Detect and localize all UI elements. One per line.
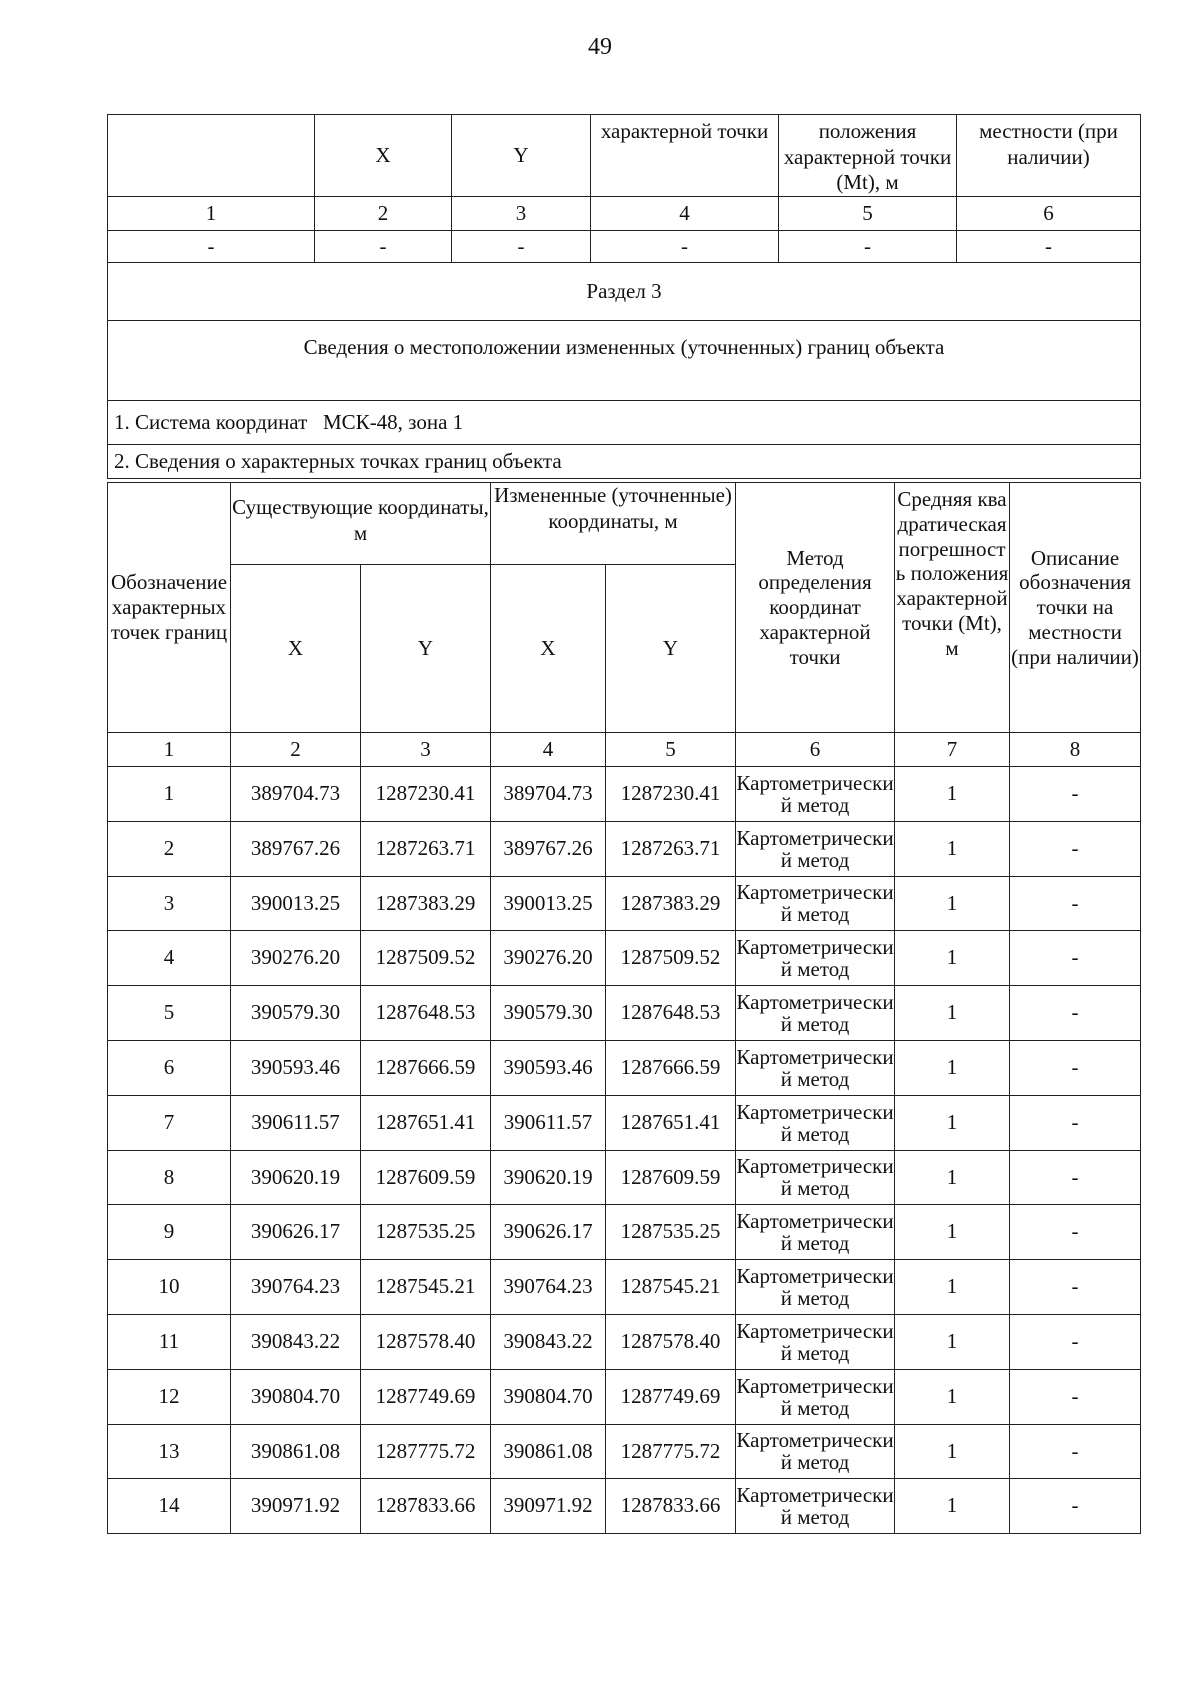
- changed-x: 390626.17: [491, 1205, 606, 1260]
- dash-cell: -: [779, 231, 957, 263]
- header-mt: Средняя квадратическая погрешность положения характерной точки (Mt), м: [895, 483, 1010, 733]
- changed-y: 1287545.21: [606, 1260, 736, 1315]
- section-title-row: [108, 321, 1141, 401]
- changed-y: 1287648.53: [606, 986, 736, 1041]
- section-row: [108, 263, 1141, 321]
- existing-y: 1287775.72: [361, 1424, 491, 1479]
- column-number: 2: [231, 733, 361, 767]
- existing-x: 390013.25: [231, 876, 361, 931]
- existing-x: 390861.08: [231, 1424, 361, 1479]
- description: -: [1010, 767, 1141, 822]
- existing-y: 1287578.40: [361, 1314, 491, 1369]
- mt-value: 1: [895, 1150, 1010, 1205]
- mt-value: 1: [895, 1205, 1010, 1260]
- changed-y: 1287651.41: [606, 1095, 736, 1150]
- method: Картометрический метод: [736, 1205, 895, 1260]
- points-heading-row: [108, 445, 1141, 479]
- header-cell-mt: положения характерной точки (Mt), м: [779, 115, 957, 197]
- coordinate-system-row: [108, 401, 1141, 445]
- header-cell: [108, 115, 315, 197]
- subheader-x: X: [491, 565, 606, 733]
- table-row: [108, 1479, 1141, 1534]
- point-number: 3: [108, 876, 231, 931]
- top-table-header-row: [108, 115, 1141, 197]
- point-number: 6: [108, 1040, 231, 1095]
- changed-y: 1287578.40: [606, 1314, 736, 1369]
- changed-x: 389704.73: [491, 767, 606, 822]
- point-number: 1: [108, 767, 231, 822]
- method: Картометрический метод: [736, 1150, 895, 1205]
- table-row: [108, 986, 1141, 1041]
- points-table: [107, 482, 1141, 1534]
- changed-x: 390804.70: [491, 1369, 606, 1424]
- header-existing-coordinates: Существующие координаты, м: [231, 483, 491, 565]
- method: Картометрический метод: [736, 1260, 895, 1315]
- point-number: 7: [108, 1095, 231, 1150]
- table-row: [108, 931, 1141, 986]
- header-description: Описание обозначения точки на местности (при наличии): [1010, 483, 1141, 733]
- existing-y: 1287383.29: [361, 876, 491, 931]
- changed-x: 390861.08: [491, 1424, 606, 1479]
- description: -: [1010, 1260, 1141, 1315]
- column-number: 7: [895, 733, 1010, 767]
- description: -: [1010, 986, 1141, 1041]
- description: -: [1010, 1095, 1141, 1150]
- changed-x: 390276.20: [491, 931, 606, 986]
- column-number: 5: [606, 733, 736, 767]
- mt-value: 1: [895, 1095, 1010, 1150]
- dash-cell: -: [591, 231, 779, 263]
- changed-x: 390593.46: [491, 1040, 606, 1095]
- description: -: [1010, 1150, 1141, 1205]
- description: -: [1010, 821, 1141, 876]
- table-row: [108, 1260, 1141, 1315]
- mt-value: 1: [895, 1424, 1010, 1479]
- existing-x: 389704.73: [231, 767, 361, 822]
- column-number: 8: [1010, 733, 1141, 767]
- mt-value: 1: [895, 1314, 1010, 1369]
- column-number: 3: [361, 733, 491, 767]
- existing-y: 1287651.41: [361, 1095, 491, 1150]
- existing-x: 390971.92: [231, 1479, 361, 1534]
- method: Картометрический метод: [736, 821, 895, 876]
- method: Картометрический метод: [736, 767, 895, 822]
- column-number: 4: [491, 733, 606, 767]
- description: -: [1010, 876, 1141, 931]
- changed-x: 390611.57: [491, 1095, 606, 1150]
- mt-value: 1: [895, 821, 1010, 876]
- points-heading: 2. Сведения о характерных точках границ объекта: [108, 445, 1141, 479]
- column-number: 6: [736, 733, 895, 767]
- method: Картометрический метод: [736, 1479, 895, 1534]
- point-number: 11: [108, 1314, 231, 1369]
- subheader-y: Y: [606, 565, 736, 733]
- mt-value: 1: [895, 1260, 1010, 1315]
- mt-value: 1: [895, 876, 1010, 931]
- description: -: [1010, 1424, 1141, 1479]
- existing-x: 390593.46: [231, 1040, 361, 1095]
- method: Картометрический метод: [736, 931, 895, 986]
- mt-value: 1: [895, 986, 1010, 1041]
- top-table-number-row: [108, 197, 1141, 231]
- dash-cell: -: [452, 231, 591, 263]
- method: Картометрический метод: [736, 1314, 895, 1369]
- column-number: 2: [315, 197, 452, 231]
- section-heading: Раздел 3: [108, 263, 1141, 321]
- header-changed-coordinates: Измененные (уточненные) координаты, м: [491, 483, 736, 565]
- mt-value: 1: [895, 931, 1010, 986]
- changed-y: 1287509.52: [606, 931, 736, 986]
- existing-y: 1287609.59: [361, 1150, 491, 1205]
- existing-x: 389767.26: [231, 821, 361, 876]
- header-cell-desc: местности (при наличии): [957, 115, 1141, 197]
- existing-x: 390843.22: [231, 1314, 361, 1369]
- header-cell-y: Y: [452, 115, 591, 197]
- method: Картометрический метод: [736, 876, 895, 931]
- existing-x: 390764.23: [231, 1260, 361, 1315]
- changed-y: 1287263.71: [606, 821, 736, 876]
- changed-x: 390764.23: [491, 1260, 606, 1315]
- points-table-number-row: [108, 733, 1141, 767]
- description: -: [1010, 1479, 1141, 1534]
- header-designation: Обозначение характерных точек границ: [108, 483, 231, 733]
- point-number: 5: [108, 986, 231, 1041]
- table-row: [108, 1205, 1141, 1260]
- method: Картометрический метод: [736, 1040, 895, 1095]
- existing-x: 390276.20: [231, 931, 361, 986]
- description: -: [1010, 1205, 1141, 1260]
- existing-x: 390620.19: [231, 1150, 361, 1205]
- column-number: 5: [779, 197, 957, 231]
- changed-y: 1287383.29: [606, 876, 736, 931]
- page-number: 49: [588, 34, 612, 60]
- top-table: [107, 114, 1141, 479]
- points-table-header-row: [108, 483, 1141, 565]
- column-number: 6: [957, 197, 1141, 231]
- point-number: 13: [108, 1424, 231, 1479]
- header-cell-method: характерной точки: [591, 115, 779, 197]
- table-row: [108, 821, 1141, 876]
- existing-x: 390611.57: [231, 1095, 361, 1150]
- column-number: 3: [452, 197, 591, 231]
- changed-x: 389767.26: [491, 821, 606, 876]
- mt-value: 1: [895, 1040, 1010, 1095]
- changed-x: 390579.30: [491, 986, 606, 1041]
- changed-y: 1287666.59: [606, 1040, 736, 1095]
- table-row: [108, 1095, 1141, 1150]
- point-number: 8: [108, 1150, 231, 1205]
- description: -: [1010, 931, 1141, 986]
- existing-y: 1287666.59: [361, 1040, 491, 1095]
- point-number: 12: [108, 1369, 231, 1424]
- column-number: 1: [108, 197, 315, 231]
- changed-y: 1287609.59: [606, 1150, 736, 1205]
- description: -: [1010, 1314, 1141, 1369]
- subheader-y: Y: [361, 565, 491, 733]
- existing-x: 390804.70: [231, 1369, 361, 1424]
- table-row: [108, 1150, 1141, 1205]
- header-cell-x: X: [315, 115, 452, 197]
- changed-y: 1287230.41: [606, 767, 736, 822]
- method: Картометрический метод: [736, 1369, 895, 1424]
- point-number: 4: [108, 931, 231, 986]
- existing-y: 1287230.41: [361, 767, 491, 822]
- changed-y: 1287749.69: [606, 1369, 736, 1424]
- column-number: 4: [591, 197, 779, 231]
- changed-y: 1287833.66: [606, 1479, 736, 1534]
- mt-value: 1: [895, 1369, 1010, 1424]
- coordinate-system: 1. Система координат МСК-48, зона 1: [108, 401, 1141, 445]
- table-row: [108, 876, 1141, 931]
- point-number: 14: [108, 1479, 231, 1534]
- mt-value: 1: [895, 1479, 1010, 1534]
- table-row: [108, 1369, 1141, 1424]
- top-table-dash-row: [108, 231, 1141, 263]
- changed-x: 390971.92: [491, 1479, 606, 1534]
- changed-y: 1287775.72: [606, 1424, 736, 1479]
- section-title: Сведения о местоположении измененных (уточненных) границ объекта: [108, 321, 1141, 401]
- existing-x: 390579.30: [231, 986, 361, 1041]
- dash-cell: -: [957, 231, 1141, 263]
- subheader-x: X: [231, 565, 361, 733]
- dash-cell: -: [315, 231, 452, 263]
- existing-y: 1287648.53: [361, 986, 491, 1041]
- existing-y: 1287833.66: [361, 1479, 491, 1534]
- changed-y: 1287535.25: [606, 1205, 736, 1260]
- changed-x: 390843.22: [491, 1314, 606, 1369]
- table-row: [108, 1040, 1141, 1095]
- existing-y: 1287509.52: [361, 931, 491, 986]
- existing-y: 1287749.69: [361, 1369, 491, 1424]
- changed-x: 390620.19: [491, 1150, 606, 1205]
- existing-y: 1287535.25: [361, 1205, 491, 1260]
- method: Картометрический метод: [736, 986, 895, 1041]
- point-number: 2: [108, 821, 231, 876]
- point-number: 10: [108, 1260, 231, 1315]
- table-row: [108, 1424, 1141, 1479]
- changed-x: 390013.25: [491, 876, 606, 931]
- table-row: [108, 1314, 1141, 1369]
- existing-y: 1287545.21: [361, 1260, 491, 1315]
- point-number: 9: [108, 1205, 231, 1260]
- description: -: [1010, 1369, 1141, 1424]
- method: Картометрический метод: [736, 1095, 895, 1150]
- header-method: Метод определения координат характерной точки: [736, 483, 895, 733]
- method: Картометрический метод: [736, 1424, 895, 1479]
- existing-x: 390626.17: [231, 1205, 361, 1260]
- description: -: [1010, 1040, 1141, 1095]
- dash-cell: -: [108, 231, 315, 263]
- table-row: [108, 767, 1141, 822]
- column-number: 1: [108, 733, 231, 767]
- existing-y: 1287263.71: [361, 821, 491, 876]
- mt-value: 1: [895, 767, 1010, 822]
